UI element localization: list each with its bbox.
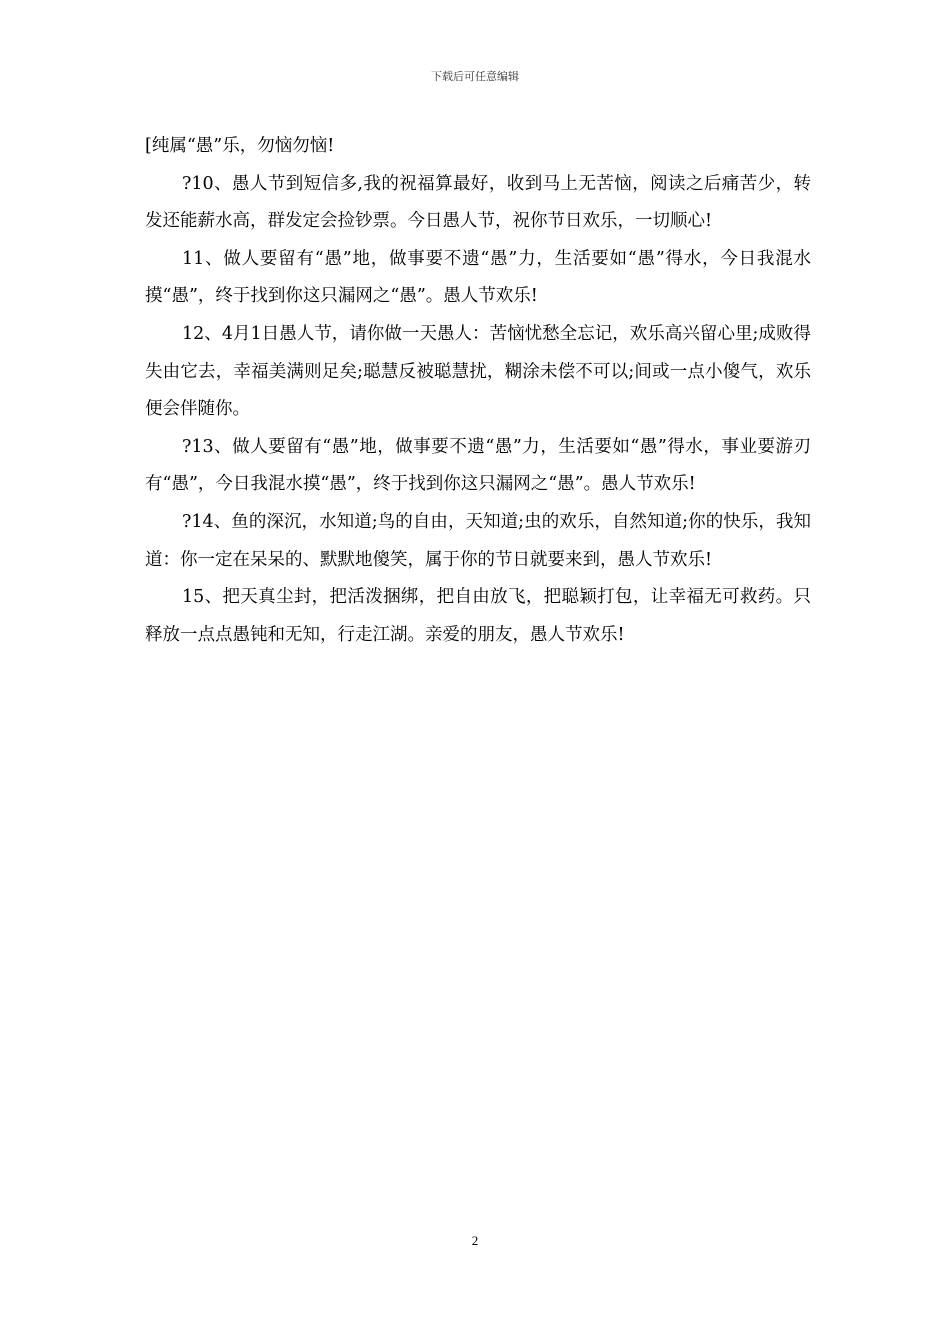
page-header: 下载后可任意编辑 (431, 70, 519, 83)
paragraph-item-11: 11、做人要留有“愚”地，做事要不遗“愚”力，生活要如“愚”得水，今日我混水摸“愚”，终于找到你这只漏网之“愚”。愚人节欢乐! (145, 248, 811, 307)
paragraph-item-10: ?10、愚人节到短信多,我的祝福算最好，收到马上无苦恼，阅读之后痛苦少，转发还能薪水高，群发定会捡钞票。今日愚人节，祝你节日欢乐，一切顺心! (145, 173, 811, 232)
paragraph-item-15: 15、把天真尘封，把活泼捆绑，把自由放飞，把聪颖打包，让幸福无可救药。只释放一点点愚钝和无知，行走江湖。亲爱的朋友，愚人节欢乐! (145, 587, 811, 645)
paragraph-item-13: ?13、做人要留有“愚”地，做事要不遗“愚”力，生活要如“愚”得水，事业要游刃有“愚”，今日我混水摸“愚”，终于找到你这只漏网之“愚”。愚人节欢乐! (145, 436, 811, 495)
paragraph-item-12: 12、4月1日愚人节，请你做一天愚人：苦恼忧愁全忘记，欢乐高兴留心里;成败得失由它去，幸福美满则足矣;聪慧反被聪慧扰，糊涂未偿不可以;间或一点小傻气，欢乐便会伴随你。 (145, 323, 811, 420)
paragraph-continuation: [纯属“愚”乐，勿恼勿恼! (145, 136, 335, 156)
page-number: 2 (471, 1233, 479, 1248)
document-body (145, 128, 811, 654)
paragraph-item-14: ?14、鱼的深沉，水知道;鸟的自由，天知道;虫的欢乐，自然知道;你的快乐，我知道：你一定在呆呆的、默默地傻笑，属于你的节日就要来到，愚人节欢乐! (145, 511, 811, 570)
